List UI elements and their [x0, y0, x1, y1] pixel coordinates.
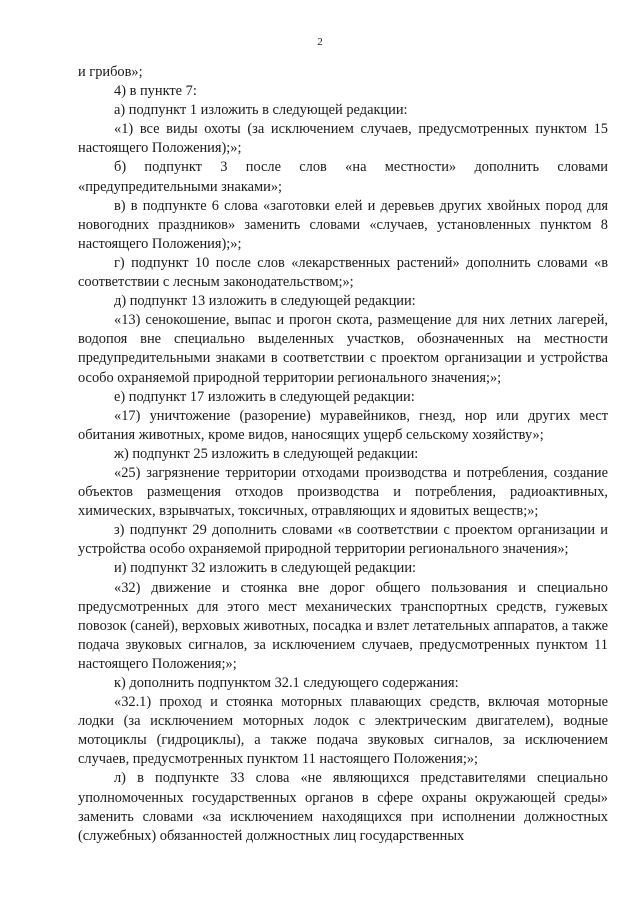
- document-paragraph: л) в подпункте 33 слова «не являющихся представителями специально уполномоченных государственных органов в сфере охраны окружающей среды» заменить словами «за исключением находящихся при исполнении должностных (служебных) обязанностей должностных лиц государственных: [78, 770, 608, 844]
- document-paragraph: «32.1) проход и стоянка моторных плавающих средств, включая моторные лодки (за исключением моторных лодок с электрическим двигателем), водные мотоциклы (гидроциклы), а также подача звуковых сигналов, за исключением случаев, предусмотренных пунктом 11 настоящего Положения;»;: [78, 694, 608, 768]
- document-paragraph: «13) сенокошение, выпас и прогон скота, размещение для них летних лагерей, водопоя вне специально выделенных участков, обозначенных на местности предупредительными знаками в соответствии с проектом организации и устройства особо охраняемой природной территории регионального значения;»;: [78, 312, 608, 386]
- document-paragraph: и) подпункт 32 изложить в следующей редакции:: [114, 560, 417, 577]
- page-number: 2: [317, 36, 323, 48]
- document-paragraph: ж) подпункт 25 изложить в следующей редакции:: [114, 445, 419, 462]
- document-paragraph: в) в подпункте 6 слова «заготовки елей и деревьев других хвойных пород для новогодних праздников» заменить словами «случаев, установленных пунктом 8 настоящего Положения);»;: [78, 197, 608, 252]
- document-paragraph: «32) движение и стоянка вне дорог общего пользования и специально предусмотренных для этого мест механических транспортных средств, гужевых повозок (саней), верховых животных, посадка и взлет летательных аппаратов, а также подача звуковых сигналов, за исключением случаев, предусмотренных пунктом 11 настоящего Положения;»;: [78, 579, 608, 672]
- document-body: [78, 63, 608, 846]
- document-paragraph: «25) загрязнение территории отходами производства и потребления, создание объектов размещения отходов производства и потребления, радиоактивных, химических, взрывчатых, токсичных, отравляющих и ядовитых веществ;»;: [78, 464, 608, 520]
- document-paragraph: г) подпункт 10 после слов «лекарственных растений» дополнить словами «в соответствии с лесным законодательством;»;: [78, 254, 608, 291]
- document-paragraph: «17) уничтожение (разорение) муравейников, гнезд, нор или других мест обитания животных, кроме видов, наносящих ущерб сельскому хозяйству»;: [78, 407, 608, 443]
- document-paragraph: з) подпункт 29 дополнить словами «в соответствии с проектом организации и устройства особо охраняемой природной территории регионального значения»;: [78, 522, 608, 558]
- document-paragraph: б) подпункт 3 после слов «на местности» дополнить словами «предупредительными знаками»;: [78, 159, 608, 195]
- document-paragraph: 4) в пункте 7:: [114, 83, 197, 100]
- document-paragraph: «1) все виды охоты (за исключением случаев, предусмотренных пунктом 15 настоящего Положения);»;: [78, 121, 608, 157]
- document-paragraph: и грибов»;: [78, 64, 143, 80]
- document-paragraph: е) подпункт 17 изложить в следующей редакции:: [114, 388, 415, 405]
- document-paragraph: д) подпункт 13 изложить в следующей редакции:: [114, 293, 416, 310]
- document-paragraph: а) подпункт 1 изложить в следующей редакции:: [114, 102, 408, 119]
- document-paragraph: к) дополнить подпунктом 32.1 следующего содержания:: [114, 675, 459, 691]
